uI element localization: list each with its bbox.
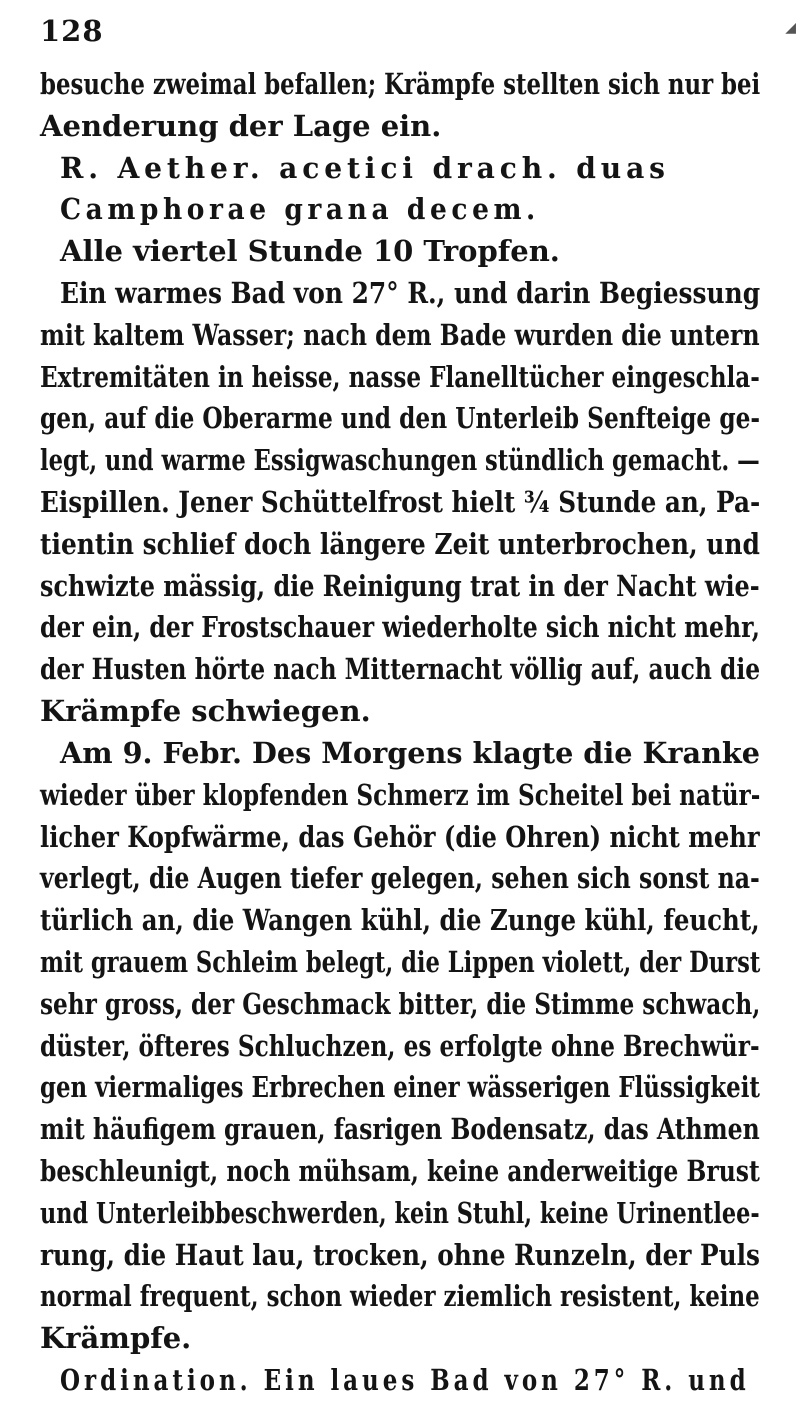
text-line: Ein warmes Bad von 27° R., und darin Begiessung bbox=[60, 276, 761, 310]
text-line: der Husten hörte nach Mitternacht völlig auf, auch die bbox=[40, 652, 761, 686]
text-line: Aenderung der Lage ein. bbox=[40, 109, 442, 143]
text-line: der ein, der Frostschauer wiederholte sich nicht mehr, bbox=[40, 610, 760, 644]
text-line: Ordination. Ein laues Bad von 27° R. und bbox=[60, 1363, 750, 1397]
text-line: und Unterleibbeschwerden, kein Stuhl, keine Urinentlee- bbox=[40, 1196, 760, 1230]
text-line: verlegt, die Augen tiefer gelegen, sehen sich sonst na- bbox=[40, 861, 760, 895]
text-line: tientin schlief doch längere Zeit unterbrochen, und bbox=[40, 527, 760, 561]
text-line: mit grauem Schleim belegt, die Lippen violett, der Durst bbox=[40, 945, 761, 979]
page-number: 128 bbox=[40, 14, 104, 48]
text-line: schwizte mässig, die Reinigung trat in der Nacht wie- bbox=[40, 569, 760, 603]
prescription-line: R. Aether. acetici drach. duas bbox=[60, 151, 670, 185]
text-line: mit häufigem grauen, fasrigen Bodensatz, das Athmen bbox=[40, 1112, 760, 1146]
text-line: türlich an, die Wangen kühl, die Zunge kühl, feucht, bbox=[40, 903, 760, 937]
text-line: wieder über klopfenden Schmerz im Scheitel bei natür- bbox=[40, 778, 761, 812]
text-line: Am 9. Febr. Des Morgens klagte die Kranke bbox=[60, 736, 761, 770]
text-line: normal frequent, schon wieder ziemlich resistent, keine bbox=[40, 1279, 760, 1313]
text-line: legt, und warme Essigwaschungen stündlich gemacht. — bbox=[40, 443, 760, 477]
text-line: Extremitäten in heisse, nasse Flanelltücher eingeschla- bbox=[40, 360, 760, 394]
text-line: besuche zweimal befallen; Krämpfe stellten sich nur bei bbox=[40, 67, 761, 101]
text-line: Eispillen. Jener Schüttelfrost hielt ¾ Stunde an, Pa- bbox=[40, 485, 761, 519]
text-line: Alle viertel Stunde 10 Tropfen. bbox=[60, 234, 560, 268]
text-line: düster, öfteres Schluchzen, es erfolgte ohne Brechwür- bbox=[40, 1029, 760, 1063]
text-line: Krämpfe. bbox=[40, 1321, 192, 1355]
text-line: gen viermaliges Erbrechen einer wässerigen Flüssigkeit bbox=[40, 1070, 760, 1104]
corner-mark: ◢ bbox=[785, 20, 796, 36]
text-line: licher Kopfwärme, das Gehör (die Ohren) nicht mehr bbox=[40, 820, 760, 854]
text-line: sehr gross, der Geschmack bitter, die Stimme schwach, bbox=[40, 987, 761, 1021]
text-line: mit kaltem Wasser; nach dem Bade wurden die untern bbox=[40, 318, 760, 352]
text-line: rung, die Haut lau, trocken, ohne Runzeln, der Puls bbox=[40, 1238, 760, 1272]
text-line: beschleunigt, noch mühsam, keine anderweitige Brust bbox=[40, 1154, 760, 1188]
prescription-line: Camphorae grana decem. bbox=[60, 192, 540, 226]
text-line: gen, auf die Oberarme und den Unterleib Senfteige ge- bbox=[40, 401, 761, 435]
text-line: Krämpfe schwiegen. bbox=[40, 694, 371, 728]
